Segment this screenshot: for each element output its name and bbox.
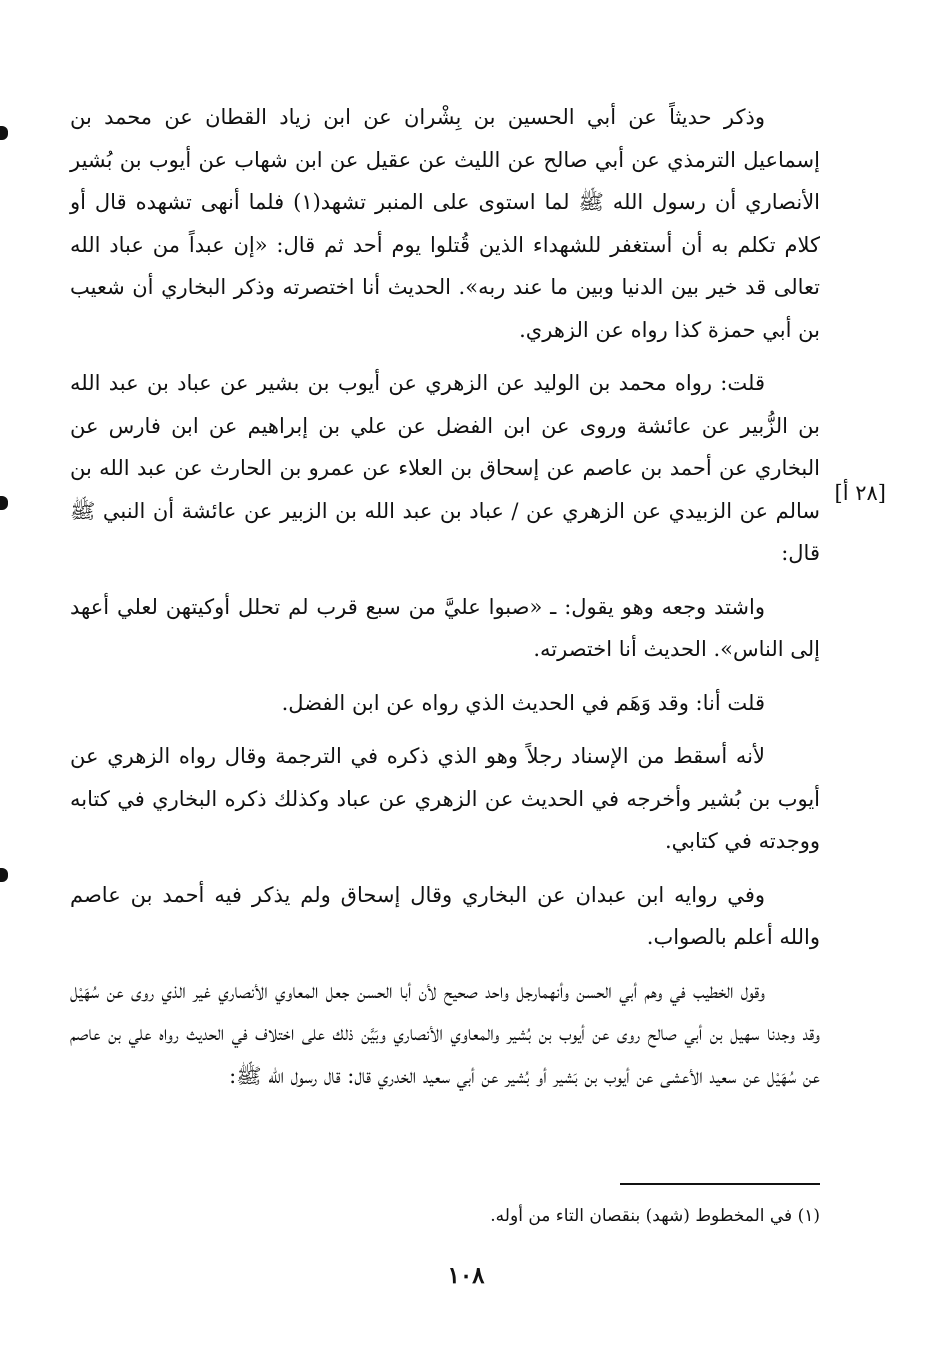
paragraph-5: لأنه أسقط من الإسناد رجلاً وهو الذي ذكره في الترجمة وقال رواه الزهري عن أيوب بن بُشير وأخرجه في الحديث عن الزهري عن عباد وكذلك ذكره البخاري في كتابه ووجدته في كتابي. bbox=[70, 744, 820, 853]
footnote: (١) في المخطوط (شهد) بنقصان التاء من أوله. bbox=[490, 1206, 820, 1226]
paragraph-6: وفي روايه ابن عبدان عن البخاري وقال إسحاق ولم يذكر فيه أحمد بن عاصم والله أعلم بالصواب. bbox=[70, 882, 820, 949]
scan-edge-mark bbox=[0, 126, 8, 140]
footnote-divider bbox=[620, 1183, 820, 1185]
paragraph-7: وقول الخطيب في وهم أبي الحسن وأنهمارجل واحد صحيح لأن أبا الحسن جعل المعاوي الأنصاري غير الذي روى عن سُهَيْل وقد وجدنا سهيل بن أبي صالح روى عن أيوب بن بُشير والمعاوي الأنصاري وبَيَّن ذلك على اختلاف في الحديث رواه علي بن عاصم عن سُهَيْل عن سعيد الأعشى عن أيوب بن بَشير أو بُشير عن أبي سعيد الخدري قال: قال رسول الله ﷺ: bbox=[70, 978, 820, 1088]
paragraph-4: قلت أنا: وقد وَهَم في الحديث الذي رواه عن ابن الفضل. bbox=[281, 690, 765, 715]
paragraph-2: قلت: رواه محمد بن الوليد عن الزهري عن أيوب بن بشير عن عباد بن عبد الله بن الزُّبير عن عائشة وروى عن ابن الفضل عن علي بن إبراهيم عن ابن فارس عن البخاري عن أحمد بن عاصم عن إسحاق بن العلاء عن عمرو بن الحارث عن عبد الله بن سالم عن الزبيدي عن الزهري عن / عباد بن عبد الله بن الزبير عن عائشة أن النبي ﷺ قال: bbox=[70, 371, 820, 565]
manuscript-folio-marker: [٢٨ أ] bbox=[834, 481, 886, 505]
paragraph-3: واشتد وجعه وهو يقول: ـ «صبوا عليَّ من سبع قرب لم تحلل أوكيتهن لعلي أعهد إلى الناس». الحديث أنا اختصرته. bbox=[70, 594, 820, 661]
scan-edge-mark bbox=[0, 868, 8, 882]
page-number: ١٠٨ bbox=[447, 1262, 485, 1289]
scan-edge-mark bbox=[0, 496, 8, 510]
main-text bbox=[70, 96, 820, 1108]
paragraph-1: وذكر حديثاً عن أبي الحسين بن بِشْران عن ابن زياد القطان عن محمد بن إسماعيل الترمذي عن أبي صالح عن الليث عن عقيل عن ابن شهاب عن أيوب بن بُشير الأنصاري أن رسول الله ﷺ لما استوى على المنبر تشهد(١) فلما أنهى تشهده قال أو كلام تكلم به أن أستغفر للشهداء الذين قُتلوا يوم أحد ثم قال: «إن عبداً من عباد الله تعالى قد خير بين الدنيا وبين ما عند ربه». الحديث أنا اختصرته وذكر البخاري أن شعيب بن أبي حمزة كذا رواه عن الزهري. bbox=[70, 105, 821, 342]
